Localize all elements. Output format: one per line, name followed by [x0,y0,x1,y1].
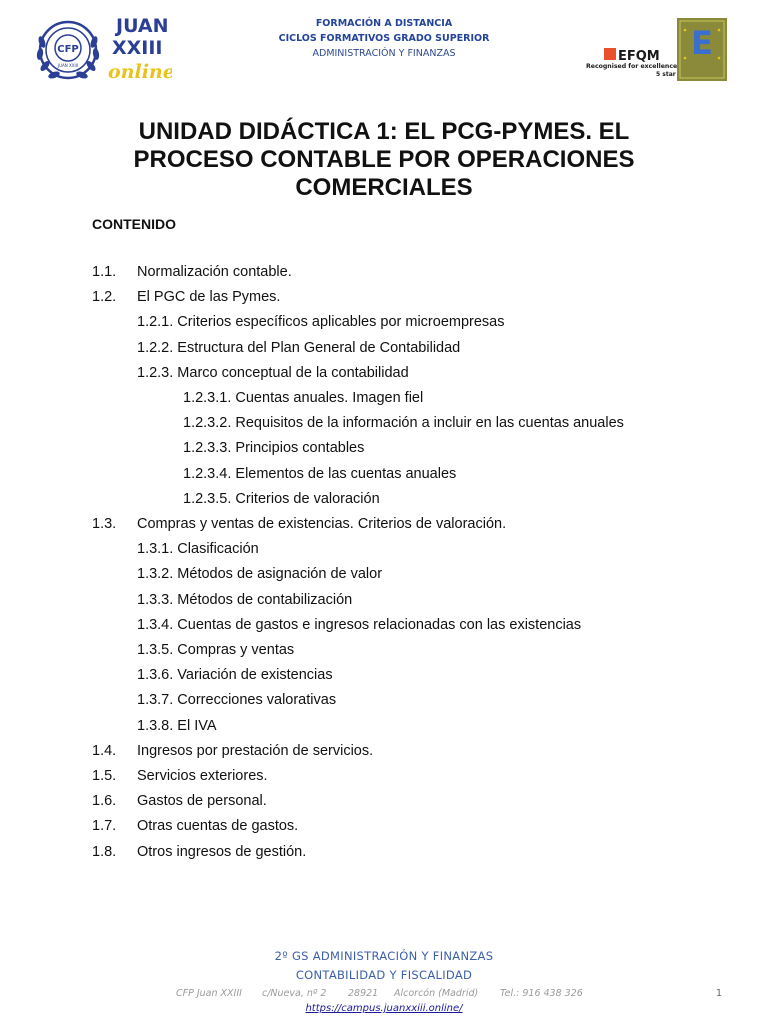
svg-text:E: E [691,24,713,62]
toc-item-text: 1.3.2. Métodos de asignación de valor [137,566,383,583]
toc-item-number: 1.5. [92,768,117,784]
toc-item-text: Ingresos por prestación de servicios. [137,742,374,759]
toc-item-number: 1.2. [92,289,117,306]
toc-item-text: 1.2.3.5. Criterios de valoración [183,490,380,507]
toc-item-text: Otros ingresos de gestión. [137,843,307,860]
table-of-contents [92,264,732,874]
footer-phone: Tel.: 916 438 326 [500,988,583,999]
toc-item-number: 1.7. [92,818,117,835]
toc-item-text: 1.2.2. Estructura del Plan General de Contabilidad [137,339,461,356]
toc-item-text: Normalización contable. [137,264,292,280]
toc-item-level-2 [92,365,732,385]
toc-item-level-2 [92,541,732,561]
footer-course: 2º GS ADMINISTRACIÓN Y FINANZAS [274,949,494,963]
footer-zip: 28921 [348,988,379,999]
toc-item-text: Servicios exteriores. [137,768,268,784]
toc-item-number: 1.6. [92,793,117,810]
toc-item-level-3 [92,390,732,410]
toc-item-text: 1.2.3. Marco conceptual de la contabilidad [137,364,409,381]
header-line-2: CICLOS FORMATIVOS GRADO SUPERIOR [278,33,490,44]
svg-text:XXIII: XXIII [112,37,163,59]
svg-text:JUAN: JUAN [116,15,169,37]
toc-item-level-1 [92,793,732,813]
title-line-2: PROCESO CONTABLE POR OPERACIONES [133,146,635,173]
toc-item-text: 1.2.1. Criterios específicos aplicables por microempresas [137,314,505,331]
toc-item-level-2 [92,718,732,738]
toc-item-level-2 [92,642,732,662]
toc-item-text: 1.2.3.1. Cuentas anuales. Imagen fiel [183,390,424,406]
toc-item-text: 1.3.3. Métodos de contabilización [137,591,353,608]
toc-item-text: 1.3.4. Cuentas de gastos e ingresos relacionadas con las existencias [137,616,582,633]
contents-heading: CONTENIDO [92,216,176,232]
toc-item-text: 1.3.8. El IVA [137,717,217,734]
toc-item-level-1 [92,516,732,536]
toc-item-level-1 [92,818,732,838]
toc-item-level-3 [92,466,732,486]
toc-item-level-1 [92,844,732,864]
toc-item-text: 1.2.3.4. Elementos de las cuentas anuales [183,465,457,482]
toc-item-number: 1.4. [92,742,117,759]
footer-school: CFP Juan XXIII [176,988,242,999]
toc-item-number: 1.1. [92,264,117,280]
toc-item-text: Compras y ventas de existencias. Criterios de valoración. [137,516,507,532]
toc-item-text: 1.3.6. Variación de existencias [137,667,333,684]
title-line-3: COMERCIALES [295,174,473,201]
toc-item-level-1 [92,289,732,309]
toc-item-level-3 [92,415,732,435]
toc-item-level-2 [92,692,732,712]
toc-item-level-3 [92,440,732,460]
toc-item-level-2 [92,314,732,334]
toc-item-level-2 [92,340,732,360]
toc-item-level-2 [92,617,732,637]
svg-text:online: online [108,61,172,83]
toc-item-text: 1.3.7. Correcciones valorativas [137,692,337,709]
toc-item-level-2 [92,566,732,586]
svg-text:JUAN XXIII: JUAN XXIII [57,63,79,68]
toc-item-number: 1.8. [92,843,117,860]
svg-text:EFQM: EFQM [618,49,660,64]
toc-item-level-1 [92,768,732,788]
footer-city: Alcorcón (Madrid) [394,988,479,999]
toc-item-level-3 [92,491,732,511]
header-line-1: FORMACIÓN A DISTANCIA [315,18,453,29]
toc-item-text: Gastos de personal. [137,793,267,810]
svg-text:Recognised for excellence: Recognised for excellence [586,63,678,70]
efqm-logo [584,18,728,82]
campus-link[interactable]: https://campus.juanxxiii.online/ [305,1003,463,1014]
toc-item-text: 1.2.3.3. Principios contables [183,440,365,457]
toc-item-text: Otras cuentas de gastos. [137,818,299,835]
toc-item-text: 1.2.3.2. Requisitos de la información a incluir en las cuentas anuales [183,415,624,432]
toc-item-level-2 [92,667,732,687]
page-title [60,118,708,202]
footer-street: c/Nueva, nº 2 [262,988,327,999]
toc-item-text: 1.3.1. Clasificación [137,541,259,558]
toc-item-number: 1.3. [92,516,117,532]
toc-item-text: 1.3.5. Compras y ventas [137,642,295,658]
page-number: 1 [716,988,723,999]
toc-item-level-2 [92,592,732,612]
toc-item-text: El PGC de las Pymes. [137,289,281,306]
svg-text:CFP: CFP [57,44,79,55]
title-line-1: UNIDAD DIDÁCTICA 1: EL PCG-PYMES. EL [138,118,630,145]
header-line-3: ADMINISTRACIÓN Y FINANZAS [312,48,456,59]
toc-item-level-1 [92,264,732,284]
svg-text:5 star: 5 star [656,71,676,78]
footer-subject: CONTABILIDAD Y FISCALIDAD [295,968,473,982]
toc-item-level-1 [92,743,732,763]
efqm-badge-icon [584,18,728,82]
